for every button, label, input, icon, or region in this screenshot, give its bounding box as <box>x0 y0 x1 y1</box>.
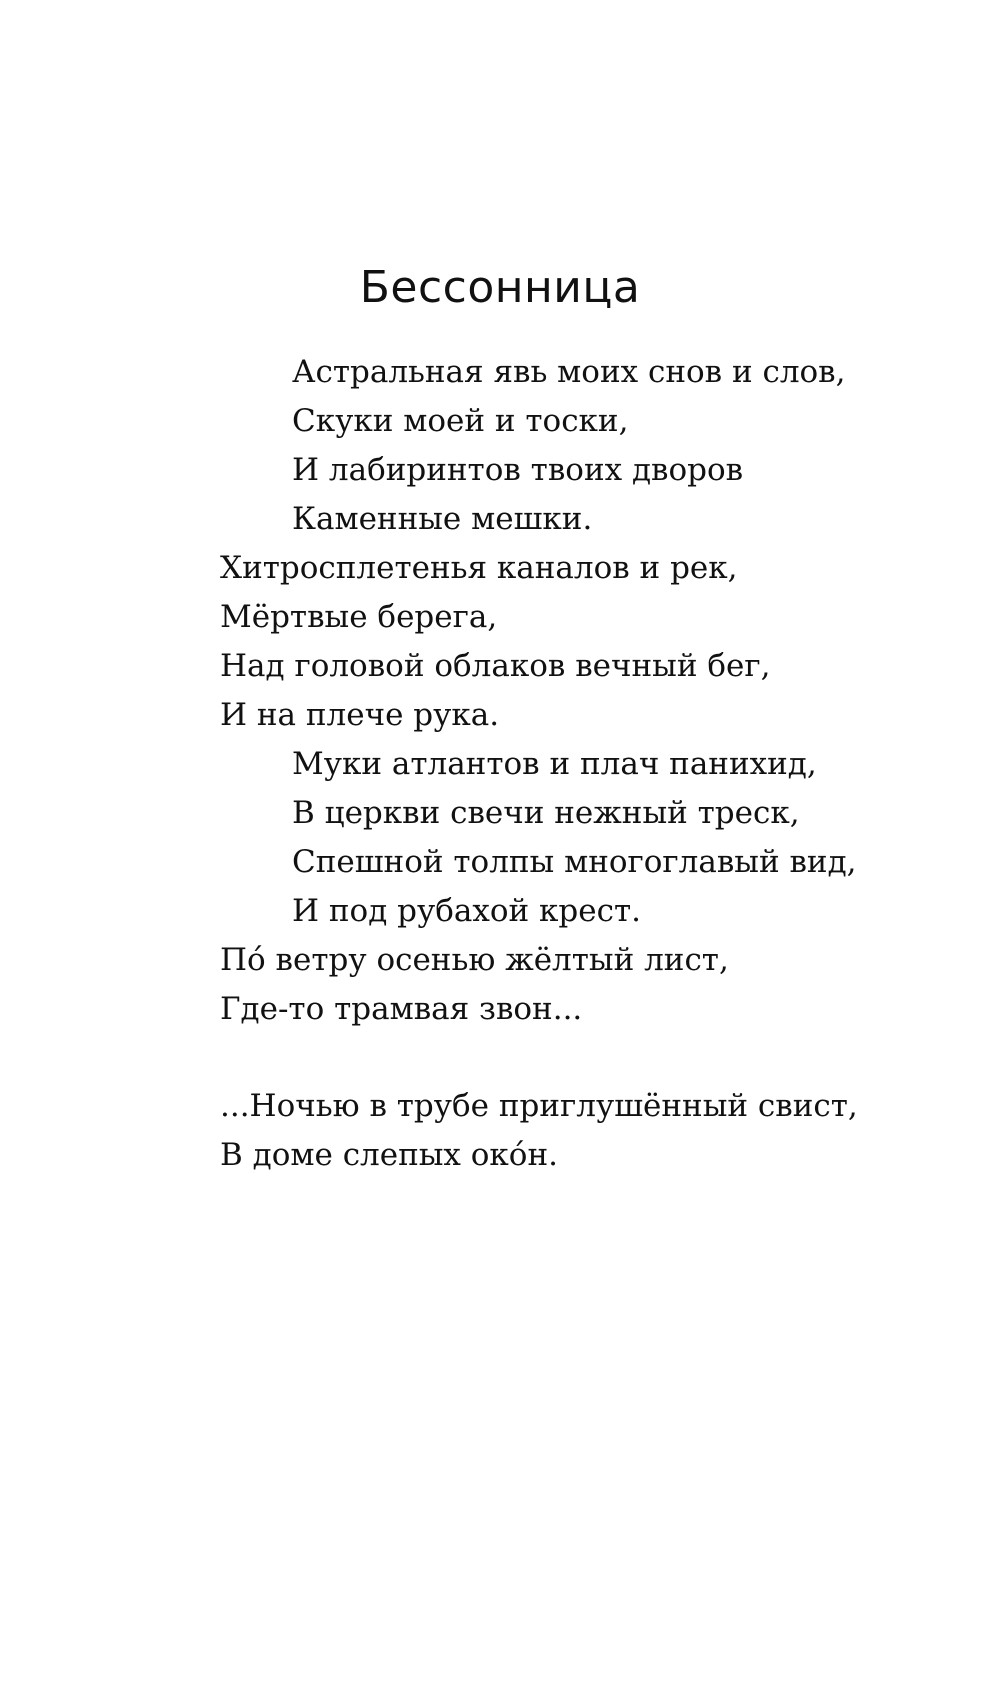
poem-line: Над головой облаков вечный бег, <box>220 648 771 684</box>
poem-line: Где-то трамвая звон... <box>220 991 583 1027</box>
poem-line: И на плече рука. <box>220 697 500 733</box>
poem-title: Бессонница <box>359 262 641 313</box>
poem-body <box>220 348 920 1180</box>
poem-line: Каменные мешки. <box>292 501 593 537</box>
poem-line: Спешной толпы многоглавый вид, <box>292 844 857 880</box>
poem-line: И лабиринтов твоих дворов <box>292 452 744 488</box>
poem-line: ...Ночью в трубе приглушённый свист, <box>220 1088 858 1124</box>
poem-line: Скуки моей и тоски, <box>292 403 629 439</box>
poem-line: Хитросплетенья каналов и рек, <box>220 550 738 586</box>
poem-line: Мёртвые берега, <box>220 599 498 635</box>
poem-line: Астральная явь моих снов и слов, <box>292 354 846 390</box>
poem-line: По́ ветру осенью жёлтый лист, <box>220 942 729 978</box>
poem-line: Муки атлантов и плач панихид, <box>292 746 817 782</box>
poem-line: В доме слепых око́н. <box>220 1137 558 1173</box>
poem-line: И под рубахой крест. <box>292 893 641 929</box>
poem-line: В церкви свечи нежный треск, <box>292 795 800 831</box>
